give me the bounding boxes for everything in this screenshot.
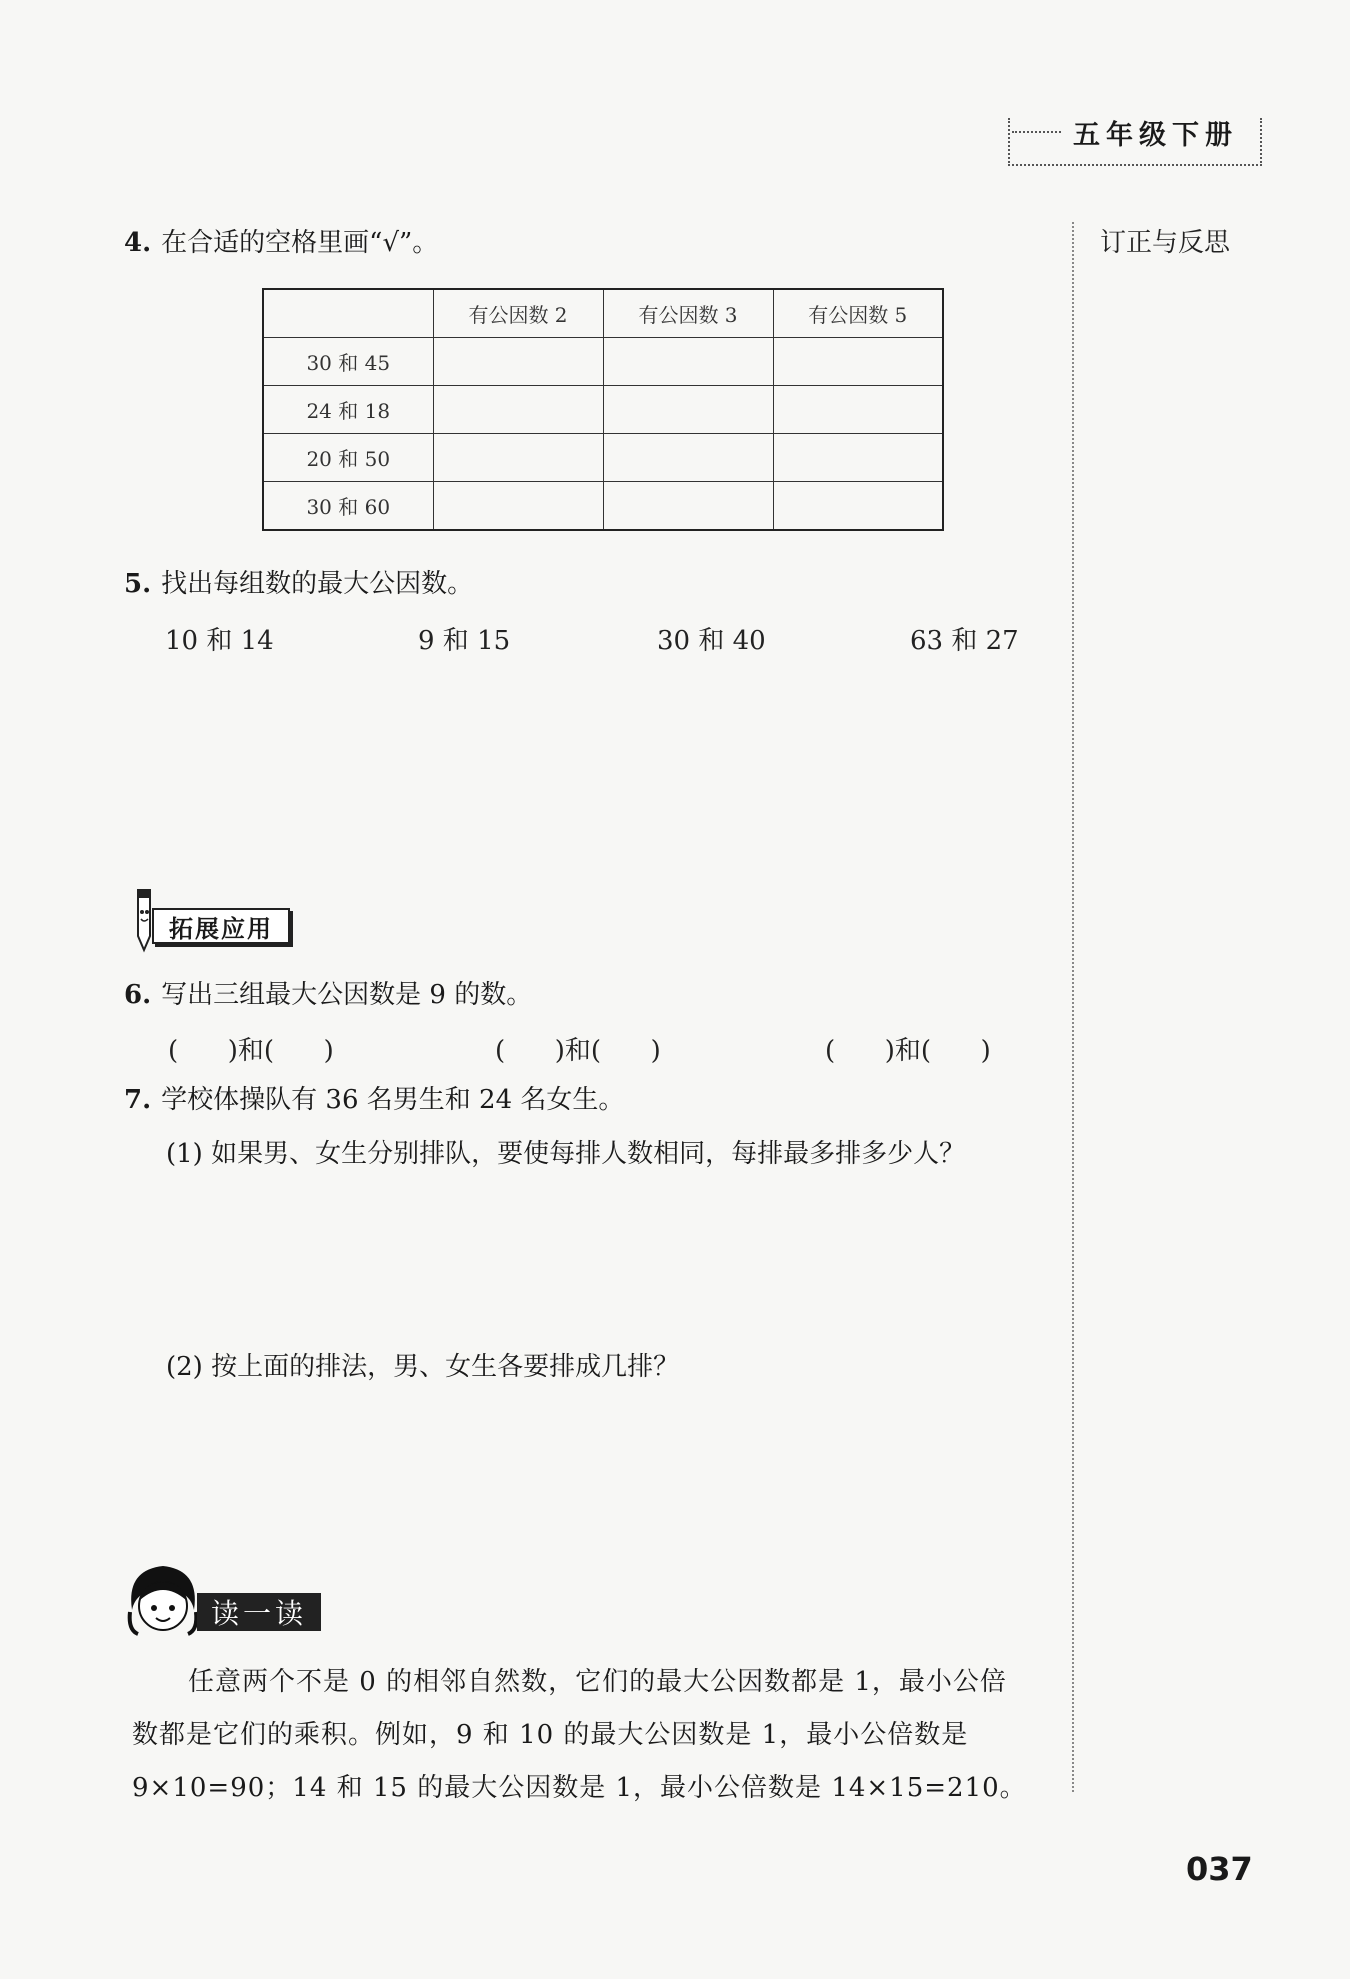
question-text: 学校体操队有 36 名男生和 24 名女生。: [161, 1085, 625, 1115]
table-row: [263, 434, 943, 482]
question-text: 在合适的空格里画“√”。: [161, 228, 439, 258]
row-label: 30 和 45: [263, 338, 433, 386]
check-table: [262, 288, 944, 531]
check-cell[interactable]: [773, 482, 943, 531]
question-4: [124, 226, 438, 260]
sub-question-2: (2) 按上面的排法，男、女生各要排成几排？: [166, 1352, 680, 1382]
row-label: 24 和 18: [263, 386, 433, 434]
table-header-cell: 有公因数 3: [603, 289, 773, 338]
question-text: 找出每组数的最大公因数。: [161, 569, 474, 599]
check-cell[interactable]: [433, 386, 603, 434]
question-number: 6.: [124, 980, 152, 1010]
question-7: [124, 1083, 624, 1117]
check-cell[interactable]: [603, 386, 773, 434]
check-cell[interactable]: [773, 434, 943, 482]
question-number: 7.: [124, 1085, 152, 1115]
table-row: [263, 386, 943, 434]
girl-face-icon: [124, 1560, 202, 1638]
check-cell[interactable]: [773, 338, 943, 386]
page-number: 037: [1186, 1850, 1253, 1888]
reading-title-badge: 读一读: [197, 1593, 321, 1631]
answer-blank-pair[interactable]: ( )和( ): [495, 1036, 661, 1066]
reading-line: 任意两个不是 0 的相邻自然数，它们的最大公因数都是 1，最小公倍: [188, 1667, 1007, 1697]
check-cell[interactable]: [603, 482, 773, 531]
row-label: 20 和 50: [263, 434, 433, 482]
question-number: 5.: [124, 569, 152, 599]
question-text: 写出三组最大公因数是 9 的数。: [161, 980, 533, 1010]
row-label: 30 和 60: [263, 482, 433, 531]
number-pair: 30 和 40: [657, 626, 766, 656]
question-number: 4.: [124, 228, 152, 258]
number-pair: 9 和 15: [418, 626, 511, 656]
table-row: [263, 338, 943, 386]
margin-divider: [1072, 222, 1074, 1792]
table-header-row: [263, 289, 943, 338]
grade-label: 五年级下册: [1008, 112, 1262, 152]
sub-question-1: (1) 如果男、女生分别排队，要使每排人数相同，每排最多排多少人？: [166, 1139, 966, 1169]
margin-title: 订正与反思: [1100, 228, 1231, 258]
table-row: [263, 482, 943, 531]
table-header-cell: 有公因数 5: [773, 289, 943, 338]
check-cell[interactable]: [773, 386, 943, 434]
check-cell[interactable]: [603, 338, 773, 386]
question-6: [124, 978, 532, 1012]
table-header-cell: 有公因数 2: [433, 289, 603, 338]
reading-line: 数都是它们的乘积。例如，9 和 10 的最大公因数是 1，最小公倍数是: [132, 1720, 969, 1750]
check-cell[interactable]: [603, 434, 773, 482]
number-pair: 10 和 14: [165, 626, 274, 656]
question-5: [124, 567, 473, 601]
answer-blank-pair[interactable]: ( )和( ): [825, 1036, 991, 1066]
table-corner-cell: [263, 289, 433, 338]
check-cell[interactable]: [433, 338, 603, 386]
check-cell[interactable]: [433, 434, 603, 482]
reading-line: 9×10=90；14 和 15 的最大公因数是 1，最小公倍数是 14×15=210。: [132, 1773, 1027, 1803]
answer-blank-pair[interactable]: ( )和( ): [168, 1036, 334, 1066]
check-cell[interactable]: [433, 482, 603, 531]
number-pair: 63 和 27: [910, 626, 1019, 656]
section-title-badge: 拓展应用: [152, 908, 290, 944]
